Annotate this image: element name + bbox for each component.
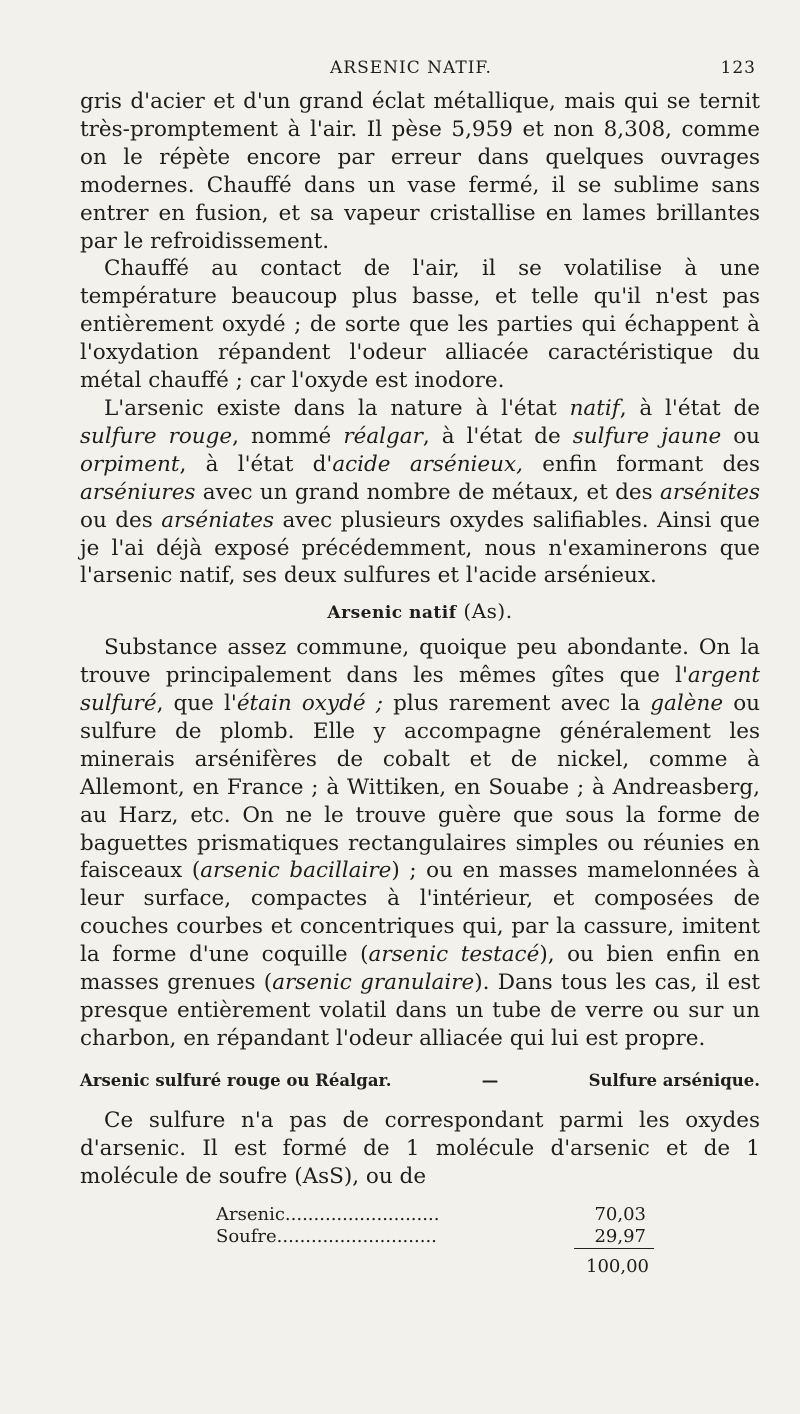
paragraph-5: Ce sulfure n'a pas de correspondant parmi les oxydes d'arsenic. Il est formé de 1 molécule d'arsenic et de 1 molécule de soufre (AsS), ou de [80, 1107, 760, 1189]
heading-formula: (As). [456, 599, 513, 624]
heading-text: Arsenic sulfuré rouge ou Réalgar. [80, 1070, 392, 1090]
italic-term: arsénites [660, 479, 760, 505]
table-row [216, 1204, 736, 1226]
heading-dash: — [481, 1070, 499, 1090]
total-value: 100,00 [586, 1256, 649, 1278]
text-run: , que l' [156, 691, 237, 717]
component-value: 29,97 [594, 1226, 646, 1248]
text-run: avec plusieurs oxydes salifiables. Ainsi que je l'ai déjà exposé précédemment, nous n'examinerons que l'arsenic natif, ses deux sulfures et l'acide arsénieux. [80, 507, 761, 589]
italic-term: orpiment [80, 451, 180, 477]
component-label: Arsenic........................... [216, 1204, 440, 1226]
text-run: ). Dans tous les cas, il est presque entièrement volatil dans un tube de verre ou sur un charbon, en répandant l'odeur alliacée qui lui est propre. [80, 970, 761, 1051]
section-heading-realgar [80, 1067, 760, 1095]
text-run: , à l'état de [619, 395, 760, 421]
italic-term: sulfure jaune [572, 423, 722, 449]
text-run: enfin formant des [522, 451, 761, 477]
italic-term: arséniates [161, 507, 275, 533]
component-label: Soufre............................ [216, 1226, 437, 1248]
heading-text: Sulfure arsénique. [588, 1070, 760, 1090]
section-heading-arsenic-natif [80, 598, 760, 628]
paragraph-4 [80, 634, 760, 1053]
text-run: ), ou bien enfin en masses grenues ( [80, 942, 761, 996]
italic-term: arsenic granulaire [272, 970, 475, 996]
table-row-total [216, 1256, 736, 1278]
italic-term: arséniures [80, 479, 196, 505]
text-run: ou des [80, 507, 162, 533]
page-number: 123 [720, 58, 756, 78]
page-header [80, 58, 760, 82]
composition-table [216, 1204, 736, 1278]
component-value: 70,03 [594, 1204, 646, 1226]
italic-term: arsenic bacillaire [200, 858, 392, 884]
text-run: ) ; ou en masses mamelonnées à leur surface, compactes à l'intérieur, et composées de couches courbes et concentriques qui, par la cassure, imitent la forme d'une coquille ( [80, 858, 760, 968]
italic-term: sulfure rouge [80, 423, 233, 449]
text-run: ou sulfure de plomb. Elle y accompagne généralement les minerais arsénifères de cobalt et de nickel, comme à Allemont, en France ; à Wittiken, en Souabe ; à Andreasberg, au Harz, etc. On ne le trouve guère que sous la forme de baguettes prismatiques rectangulaires simples ou réunies en faisceaux ( [80, 691, 760, 884]
text-run: L'arsenic existe dans la nature à l'état [104, 395, 570, 421]
table-row [216, 1226, 736, 1248]
heading-text: Arsenic natif [327, 603, 457, 624]
italic-term: arsenic testacé [368, 942, 540, 968]
text-run: plus rarement avec la [382, 691, 651, 717]
text-run: , à l'état d' [179, 451, 333, 477]
page-body [80, 88, 760, 1278]
italic-term: réalgar [343, 423, 423, 449]
text-run: avec un grand nombre de métaux, et des [195, 479, 661, 505]
paragraph-1: gris d'acier et d'un grand éclat métallique, mais qui se ternit très-promptement à l'air. Il pèse 5,959 et non 8,308, comme on le répète encore par erreur dans quelques ouvrages modernes. Chauffé dans un vase fermé, il se sublime sans entrer en fusion, et sa vapeur cristallise en lames brillantes par le refroidissement. [80, 89, 760, 254]
text-run: ou [721, 423, 760, 449]
italic-term: argent sulfuré [80, 663, 760, 717]
paragraph-2: Chauffé au contact de l'air, il se volatilise à une température beaucoup plus basse, et telle qu'il n'est pas entièrement oxydé ; de sorte que les parties qui échappent à l'oxydation répandent l'odeur alliacée caractéristique du métal chauffé ; car l'oxyde est inodore. [80, 256, 760, 394]
text-run: Substance assez commune, quoique peu abondante. On la trouve principalement dans les mêmes gîtes que l' [80, 635, 760, 689]
text-run: , nommé [232, 423, 344, 449]
running-title: ARSENIC NATIF. [330, 58, 492, 78]
italic-term: natif [569, 395, 620, 421]
text-run: , à l'état de [422, 423, 573, 449]
paragraph-3 [80, 395, 760, 590]
sum-rule [574, 1248, 654, 1249]
italic-term: acide arsénieux, [332, 451, 523, 477]
italic-term: étain oxydé ; [236, 691, 383, 717]
italic-term: galène [650, 691, 724, 717]
